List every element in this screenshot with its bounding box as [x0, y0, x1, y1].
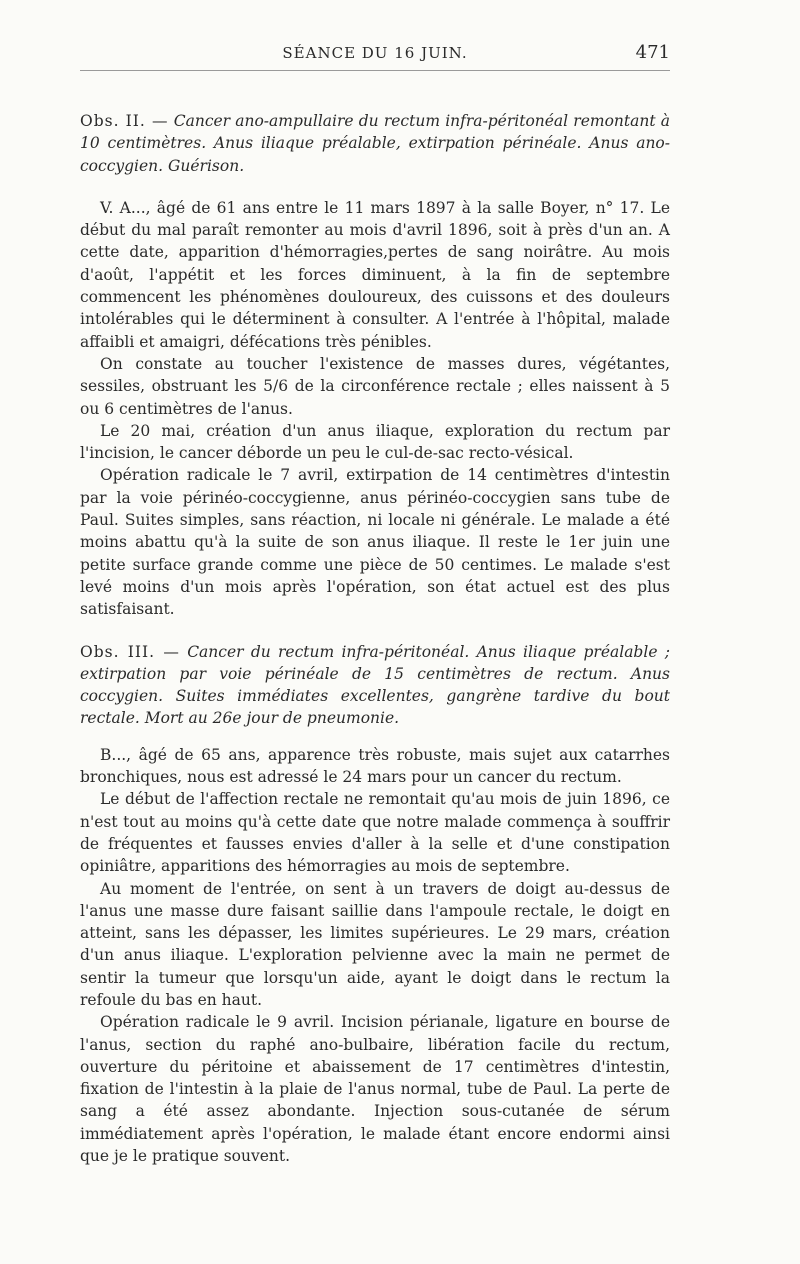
obs-3-paragraph-1: B..., âgé de 65 ans, apparence très robuste, mais sujet aux catarrhes bronchiques, nous est adressé le 24 mars pour un cancer du rectum. — [80, 745, 670, 787]
obs-2-paragraph-1: V. A..., âgé de 61 ans entre le 11 mars 1897 à la salle Boyer, n° 17. Le début du mal paraît remonter au mois d'avril 1896, soit à près d'un an. A cette date, apparition d'hémorragies,pertes de sang noirâtre. Au mois d'août, l'appétit et les forces diminuent, à la fin de septembre commencent les phénomènes douloureux, des cuissons et des douleurs intolérables qui le déterminent à consulter. A l'entrée à l'hôpital, malade affaibli et amaigri, défécations très pénibles. — [80, 198, 670, 351]
obs-3-title: Cancer du rectum infra-péritonéal. Anus iliaque préalable ; extirpation par voie périnéale de 15 centimètres de rectum. Anus coccygien. Suites immédiates excellentes, gangrène tardive du bout rectale. Mort au 26e jour de pneumonie. — [80, 642, 670, 728]
obs-2-paragraph-2: On constate au toucher l'existence de masses dures, végétantes, sessiles, obstruant les 5/6 de la circonférence rectale ; elles naissent à 5 ou 6 centimètres de l'anus. — [80, 354, 670, 418]
page-number: 471 — [635, 42, 670, 63]
running-head — [80, 40, 670, 71]
obs-2-title: Cancer ano-ampullaire du rectum infra-péritonéal remontant à 10 centimètres. Anus iliaque préalable, extirpation périnéale. Anus ano-coccygien. Guérison. — [80, 112, 670, 175]
obs-3-heading — [80, 641, 670, 730]
obs-2-paragraph-3: Le 20 mai, création d'un anus iliaque, exploration du rectum par l'incision, le cancer déborde un peu le cul-de-sac recto-vésical. — [80, 421, 670, 463]
obs-2-paragraph-4: Opération radicale le 7 avril, extirpation de 14 centimètres d'intestin par la voie périnéo-coccygienne, anus périnéo-coccygien sans tube de Paul. Suites simples, sans réaction, ni locale ni générale. Le malade a été moins abattu qu'à la suite de son anus iliaque. Il reste le 1er juin une petite surface grande comme une pièce de 50 centimes. Le malade s'est levé moins d'un mois après l'opération, son état actuel est des plus satisfaisant. — [80, 466, 670, 619]
obs-3-paragraph-4: Opération radicale le 9 avril. Incision périanale, ligature en bourse de l'anus, section du raphé ano-bulbaire, libération facile du rectum, ouverture du péritoine et abaissement de 17 centimètres d'intestin, fixation de l'intestin à la plaie de l'anus normal, tube de Paul. La perte de sang a été assez abondante. Injection sous-cutanée de sérum immédiatement après l'opération, le malade étant encore endormi ainsi que je le pratique souvent. — [80, 1013, 670, 1166]
obs-3-paragraph-2: Le début de l'affection rectale ne remontait qu'au mois de juin 1896, ce n'est tout au moins qu'à cette date que notre malade commença à souffrir de fréquentes et fausses envies d'aller à la selle et d'une constipation opiniâtre, apparitions des hémorragies au mois de septembre. — [80, 790, 670, 876]
obs-2-heading — [80, 110, 670, 177]
obs-3-label: Obs. III. — — [80, 642, 180, 661]
obs-2-label: Obs. II. — — [80, 112, 169, 130]
running-title: SÉANCE DU 16 JUIN. — [282, 44, 468, 62]
obs-3-paragraph-3: Au moment de l'entrée, on sent à un travers de doigt au-dessus de l'anus une masse dure faisant saillie dans l'ampoule rectale, le doigt en atteint, sans les dépasser, les limites supérieures. Le 29 mars, création d'un anus iliaque. L'exploration pelvienne avec la main ne permet de sentir la tumeur que lorsqu'un aide, ayant le doigt dans le rectum la refoule du bas en haut. — [80, 879, 670, 1009]
body-text — [80, 110, 670, 1167]
